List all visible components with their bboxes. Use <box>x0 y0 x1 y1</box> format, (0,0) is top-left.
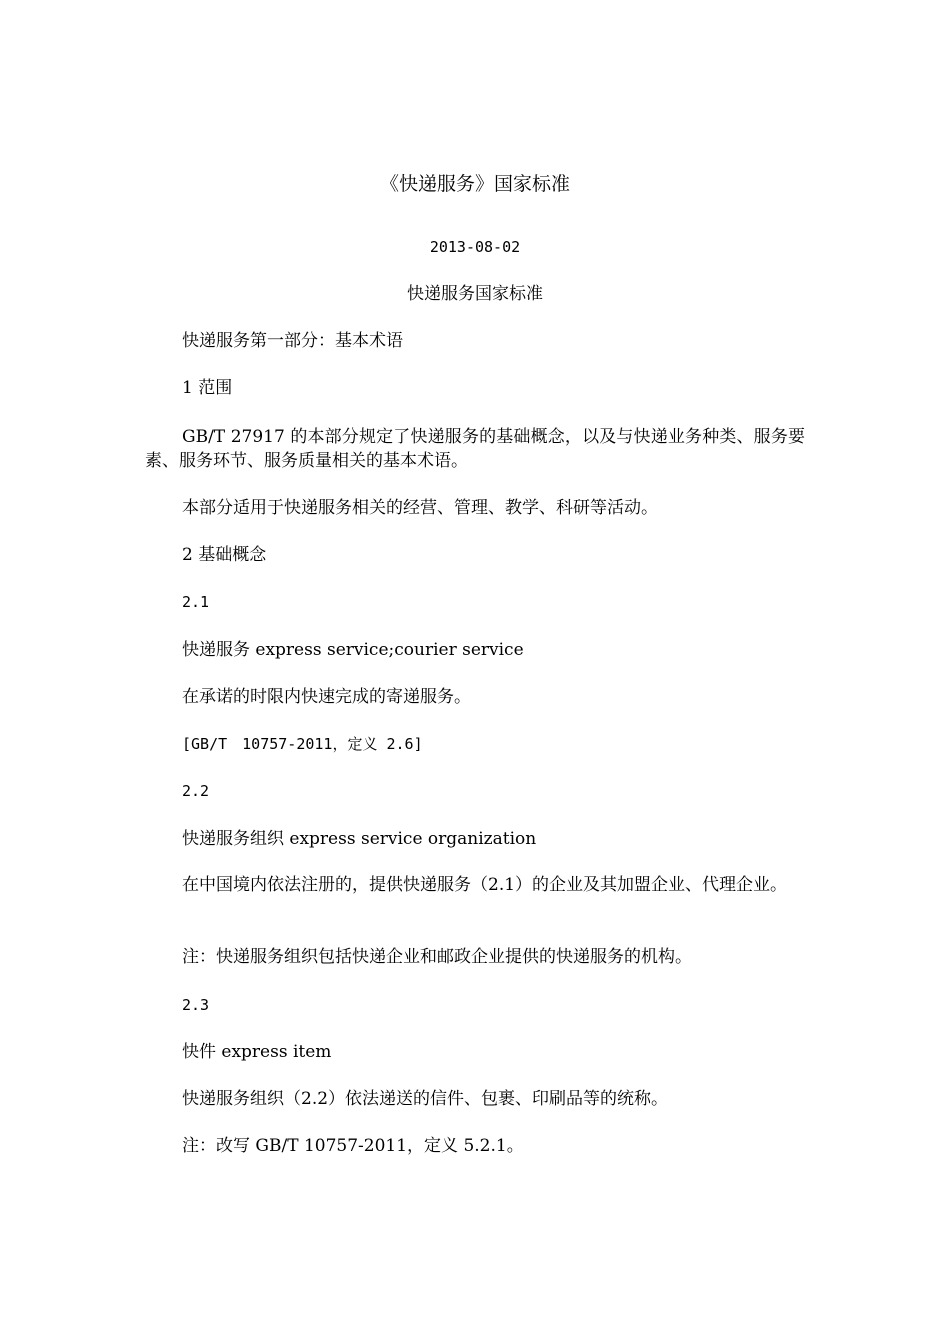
term-express-service: 快递服务 express service;courier service <box>182 640 524 660</box>
document-subtitle: 快递服务国家标准 <box>407 284 543 304</box>
document-date: 2013-08-02 <box>429 238 521 256</box>
note-express-service-organization: 注：快递服务组织包括快递企业和邮政企业提供的快递服务的机构。 <box>182 947 692 967</box>
document-title: 《快递服务》国家标准 <box>379 173 570 195</box>
section-heading-scope: 1 范围 <box>182 378 233 398</box>
definition-express-service: 在承诺的时限内快速完成的寄递服务。 <box>182 687 471 707</box>
clause-number-2-2: 2.2 <box>182 782 210 800</box>
paragraph-scope-applicability: 本部分适用于快递服务相关的经营、管理、教学、科研等活动。 <box>182 498 658 518</box>
definition-express-item: 快递服务组织（2.2）依法递送的信件、包裹、印刷品等的统称。 <box>182 1089 669 1109</box>
term-express-item: 快件 express item <box>182 1042 332 1062</box>
definition-express-service-organization: 在中国境内依法注册的，提供快递服务（2.1）的企业及其加盟企业、代理企业。 <box>182 875 788 895</box>
note-express-item: 注：改写 GB/T 10757-2011，定义 5.2.1。 <box>182 1136 524 1156</box>
part-heading: 快递服务第一部分：基本术语 <box>182 331 403 351</box>
clause-number-2-3: 2.3 <box>182 996 210 1014</box>
term-express-service-organization: 快递服务组织 express service organization <box>182 829 537 849</box>
reference-express-service: [GB/T 10757-2011，定义 2.6] <box>182 735 423 753</box>
section-heading-basic-concepts: 2 基础概念 <box>182 545 267 565</box>
paragraph-scope-description: GB/T 27917 的本部分规定了快递服务的基础概念，以及与快递业务种类、服务要素、服务环节、服务质量相关的基本术语。 <box>145 427 805 471</box>
clause-number-2-1: 2.1 <box>182 593 210 611</box>
